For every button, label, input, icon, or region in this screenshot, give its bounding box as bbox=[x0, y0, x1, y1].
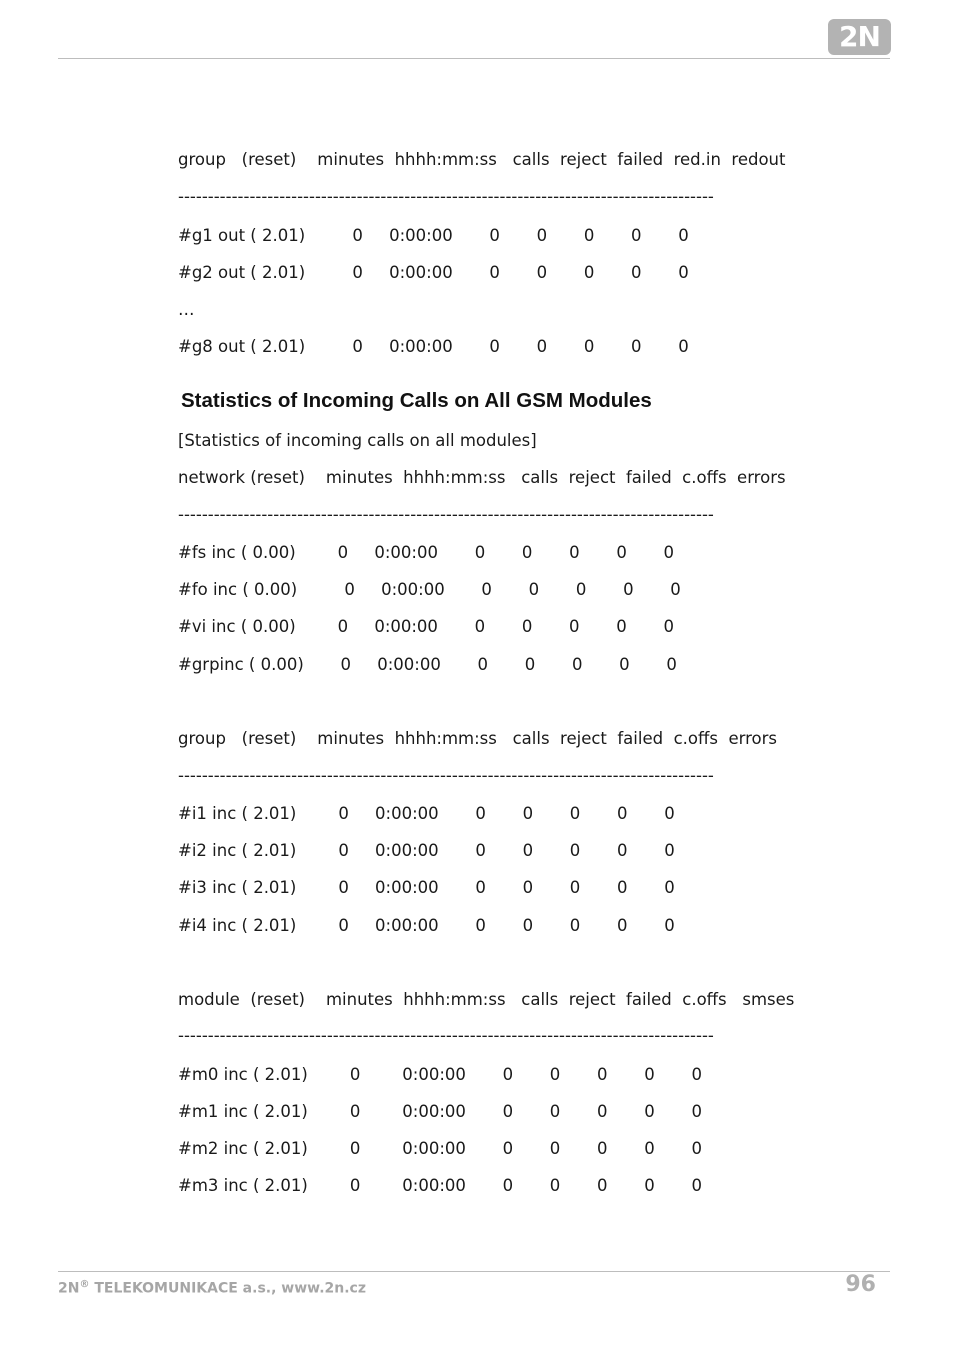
table-row: #g8 out ( 2.01) 0 0:00:00 0 0 0 0 0 bbox=[178, 337, 689, 356]
header-rule bbox=[58, 58, 890, 59]
table-row: #i3 inc ( 2.01) 0 0:00:00 0 0 0 0 0 bbox=[178, 878, 675, 897]
table-row: #m2 inc ( 2.01) 0 0:00:00 0 0 0 0 0 bbox=[178, 1139, 702, 1158]
registered-mark: ® bbox=[79, 1279, 90, 1290]
footer-company-name: TELEKOMUNIKACE a.s., www.2n.cz bbox=[89, 1280, 366, 1297]
table-row: #g2 out ( 2.01) 0 0:00:00 0 0 0 0 0 bbox=[178, 263, 689, 282]
table-row: #i2 inc ( 2.01) 0 0:00:00 0 0 0 0 0 bbox=[178, 841, 675, 860]
table-header-row: network (reset) minutes hhhh:mm:ss calls reject failed c.offs errors bbox=[178, 468, 786, 487]
brand-logo: 2N bbox=[828, 19, 891, 55]
separator-line: ------------------------------------------------------------------------------------------ bbox=[178, 766, 714, 785]
table-row: #m1 inc ( 2.01) 0 0:00:00 0 0 0 0 0 bbox=[178, 1102, 702, 1121]
separator-line: ------------------------------------------------------------------------------------------ bbox=[178, 1026, 714, 1045]
table-row: #fs inc ( 0.00) 0 0:00:00 0 0 0 0 0 bbox=[178, 543, 675, 562]
table-row: #vi inc ( 0.00) 0 0:00:00 0 0 0 0 0 bbox=[178, 617, 674, 636]
ellipsis-row: … bbox=[178, 300, 195, 319]
table-row: #i4 inc ( 2.01) 0 0:00:00 0 0 0 0 0 bbox=[178, 916, 675, 935]
table-row: #m3 inc ( 2.01) 0 0:00:00 0 0 0 0 0 bbox=[178, 1176, 702, 1195]
table-row: #g1 out ( 2.01) 0 0:00:00 0 0 0 0 0 bbox=[178, 226, 689, 245]
table-row: #fo inc ( 0.00) 0 0:00:00 0 0 0 0 0 bbox=[178, 580, 681, 599]
footer-brand: 2N bbox=[58, 1280, 80, 1297]
table-row: #i1 inc ( 2.01) 0 0:00:00 0 0 0 0 0 bbox=[178, 804, 675, 823]
table-header-row: group (reset) minutes hhhh:mm:ss calls reject failed red.in redout bbox=[178, 150, 786, 169]
page-number: 96 bbox=[845, 1272, 876, 1297]
section-heading: Statistics of Incoming Calls on All GSM Modules bbox=[181, 389, 652, 412]
table-row: #grpinc ( 0.00) 0 0:00:00 0 0 0 0 0 bbox=[178, 655, 677, 674]
table-row: #m0 inc ( 2.01) 0 0:00:00 0 0 0 0 0 bbox=[178, 1065, 702, 1084]
footer-company bbox=[58, 1279, 366, 1297]
separator-line: ------------------------------------------------------------------------------------------ bbox=[178, 187, 714, 206]
table-header-row: module (reset) minutes hhhh:mm:ss calls reject failed c.offs smses bbox=[178, 990, 795, 1009]
table-header-row: group (reset) minutes hhhh:mm:ss calls reject failed c.offs errors bbox=[178, 729, 777, 748]
separator-line: ------------------------------------------------------------------------------------------ bbox=[178, 505, 714, 524]
footer-rule bbox=[58, 1271, 890, 1272]
section-subtitle: [Statistics of incoming calls on all modules] bbox=[178, 431, 537, 450]
